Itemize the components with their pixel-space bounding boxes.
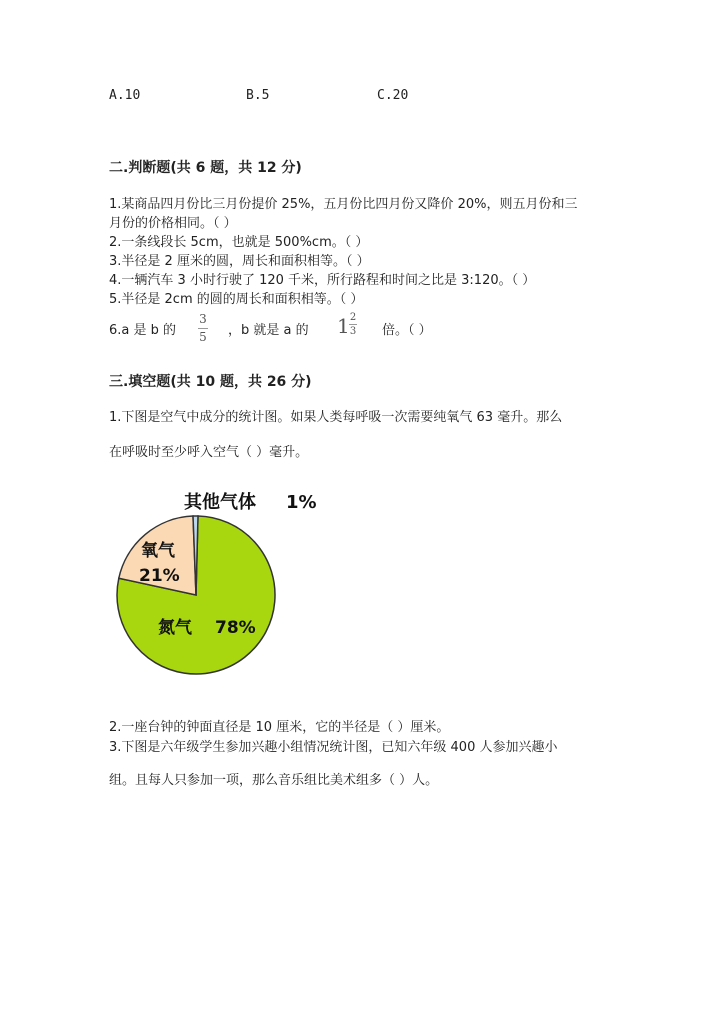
s2-q1-line1: 1.某商品四月份比三月份提价 25%，五月份比四月份又降价 20%，则五月份和三 — [109, 197, 578, 212]
section2-title: 二.判断题(共 6 题，共 12 分) — [109, 160, 302, 176]
s3-q3-line1: 3.下图是六年级学生参加兴趣小组情况统计图，已知六年级 400 人参加兴趣小 — [109, 740, 558, 755]
section3-title: 三.填空题(共 10 题，共 26 分) — [109, 374, 312, 390]
s2-q5: 5.半径是 2cm 的圆的周长和面积相等。（ ） — [109, 292, 364, 307]
option-c: C.20 — [377, 88, 409, 103]
q6-fraction-denominator: 5 — [199, 330, 207, 344]
label-nitrogen-name: 氮气 — [158, 618, 192, 638]
q6-mixed-whole: 1 — [337, 314, 350, 338]
label-oxygen-name: 氧气 — [141, 541, 175, 561]
s3-q1-line1: 1.下图是空气中成分的统计图。如果人类每呼吸一次需要纯氧气 63 毫升。那么 — [109, 410, 563, 425]
q6-fraction-numerator: 3 — [199, 312, 207, 326]
s2-q6-part2: ，b 就是 a 的 — [228, 323, 309, 338]
q6-fraction — [198, 312, 208, 345]
s2-q6-part3: 倍。（ ） — [382, 323, 432, 338]
fraction-bar — [349, 324, 357, 325]
s2-q6-part1: 6.a 是 b 的 — [109, 323, 177, 338]
s2-q3: 3.半径是 2 厘米的圆，周长和面积相等。（ ） — [109, 254, 370, 269]
s2-q1-line2: 月份的价格相同。（ ） — [109, 216, 237, 231]
fraction-bar — [198, 328, 208, 329]
s3-q3-line2: 组。且每人只参加一项，那么音乐组比美术组多（ ）人。 — [109, 773, 439, 788]
label-other-value: 1% — [286, 492, 317, 513]
label-oxygen-value: 21% — [139, 566, 180, 586]
q6-mixed-denominator: 3 — [349, 326, 357, 337]
q6-mixed-numerator: 2 — [349, 312, 357, 323]
label-other-name: 其他气体 — [184, 492, 256, 513]
s2-q4: 4.一辆汽车 3 小时行驶了 120 千米，所行路程和时间之比是 3:120。（ ） — [109, 273, 536, 288]
option-a: A.10 — [109, 88, 141, 103]
option-b: B.5 — [246, 88, 270, 103]
q6-mixed-number — [337, 312, 361, 344]
air-composition-pie-chart — [108, 480, 348, 680]
s3-q2: 2.一座台钟的钟面直径是 10 厘米，它的半径是（ ）厘米。 — [109, 720, 450, 735]
s3-q1-line2: 在呼吸时至少呼入空气（ ）毫升。 — [109, 445, 309, 460]
q6-mixed-fraction — [349, 312, 357, 337]
label-nitrogen-value: 78% — [215, 618, 256, 638]
s2-q2: 2.一条线段长 5cm，也就是 500%cm。（ ） — [109, 235, 369, 250]
